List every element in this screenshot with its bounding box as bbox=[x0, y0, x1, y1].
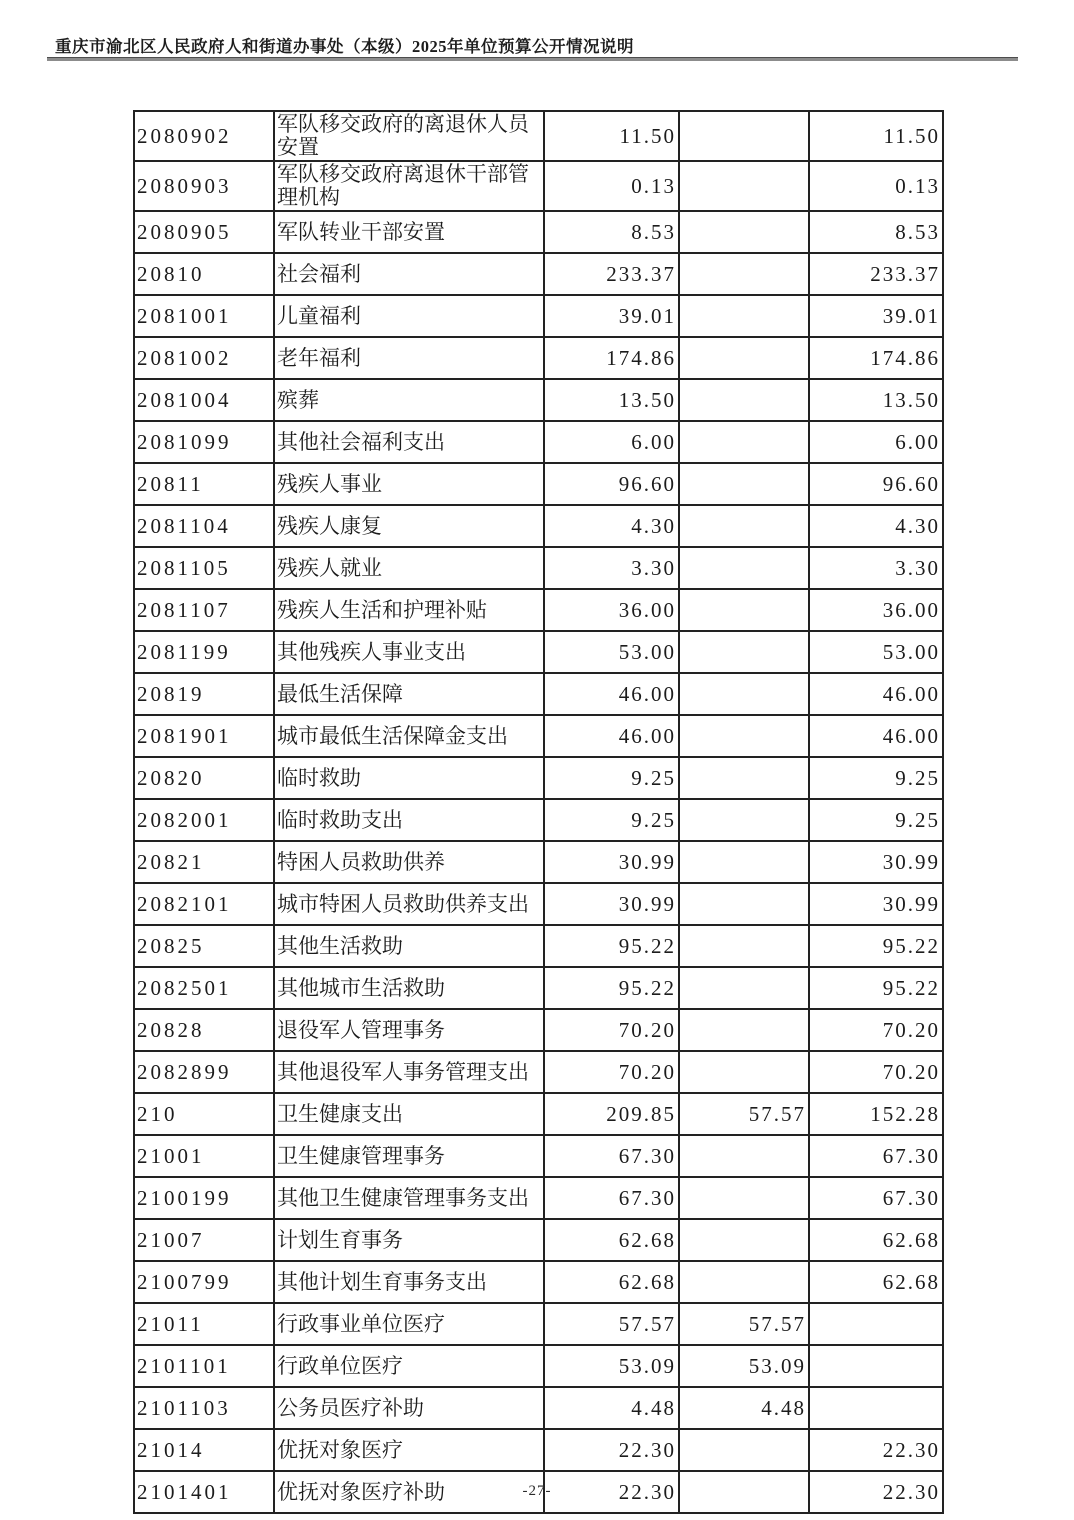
amount-col3-cell: 67.30 bbox=[809, 1135, 943, 1177]
budget-code-cell: 2082101 bbox=[134, 883, 274, 925]
page-number: -27- bbox=[522, 1483, 552, 1499]
budget-item-name-cell: 公务员医疗补助 bbox=[274, 1387, 544, 1429]
budget-item-name-cell: 其他退役军人事务管理支出 bbox=[274, 1051, 544, 1093]
budget-code-cell: 2082001 bbox=[134, 799, 274, 841]
budget-item-name-cell: 其他城市生活救助 bbox=[274, 967, 544, 1009]
amount-total-cell: 8.53 bbox=[544, 211, 679, 253]
amount-total-cell: 233.37 bbox=[544, 253, 679, 295]
amount-col2-cell bbox=[679, 295, 809, 337]
budget-code-cell: 20820 bbox=[134, 757, 274, 799]
budget-code-cell: 2081001 bbox=[134, 295, 274, 337]
amount-total-cell: 57.57 bbox=[544, 1303, 679, 1345]
table-row bbox=[134, 883, 943, 925]
budget-code-cell: 2080903 bbox=[134, 161, 274, 211]
amount-col3-cell bbox=[809, 1387, 943, 1429]
budget-code-cell: 21014 bbox=[134, 1429, 274, 1471]
table-row bbox=[134, 547, 943, 589]
amount-total-cell: 95.22 bbox=[544, 967, 679, 1009]
table-row bbox=[134, 463, 943, 505]
amount-total-cell: 95.22 bbox=[544, 925, 679, 967]
budget-item-name-cell: 其他计划生育事务支出 bbox=[274, 1261, 544, 1303]
amount-col2-cell bbox=[679, 1135, 809, 1177]
amount-total-cell: 4.30 bbox=[544, 505, 679, 547]
amount-total-cell: 13.50 bbox=[544, 379, 679, 421]
amount-col3-cell: 30.99 bbox=[809, 883, 943, 925]
budget-item-name-cell: 残疾人事业 bbox=[274, 463, 544, 505]
budget-item-name-cell: 计划生育事务 bbox=[274, 1219, 544, 1261]
amount-col2-cell bbox=[679, 1429, 809, 1471]
amount-total-cell: 46.00 bbox=[544, 673, 679, 715]
amount-total-cell: 30.99 bbox=[544, 883, 679, 925]
amount-total-cell: 53.00 bbox=[544, 631, 679, 673]
amount-col3-cell: 22.30 bbox=[809, 1471, 943, 1513]
amount-col3-cell: 36.00 bbox=[809, 589, 943, 631]
amount-col2-cell bbox=[679, 673, 809, 715]
amount-col3-cell: 233.37 bbox=[809, 253, 943, 295]
budget-item-name-cell: 其他生活救助 bbox=[274, 925, 544, 967]
table-row bbox=[134, 1009, 943, 1051]
amount-total-cell: 9.25 bbox=[544, 757, 679, 799]
budget-item-name-cell: 行政单位医疗 bbox=[274, 1345, 544, 1387]
budget-item-name-cell: 殡葬 bbox=[274, 379, 544, 421]
budget-code-cell: 2081107 bbox=[134, 589, 274, 631]
table-row bbox=[134, 379, 943, 421]
amount-total-cell: 3.30 bbox=[544, 547, 679, 589]
amount-col2-cell bbox=[679, 421, 809, 463]
budget-code-cell: 2080902 bbox=[134, 111, 274, 161]
table-row bbox=[134, 295, 943, 337]
amount-col3-cell: 8.53 bbox=[809, 211, 943, 253]
budget-item-name-cell: 军队移交政府的离退休人员安置 bbox=[274, 111, 544, 161]
amount-col2-cell bbox=[679, 925, 809, 967]
budget-code-cell: 20810 bbox=[134, 253, 274, 295]
amount-col2-cell: 4.48 bbox=[679, 1387, 809, 1429]
budget-item-name-cell: 特困人员救助供养 bbox=[274, 841, 544, 883]
amount-col2-cell bbox=[679, 589, 809, 631]
amount-col2-cell bbox=[679, 253, 809, 295]
amount-col2-cell bbox=[679, 211, 809, 253]
table-row bbox=[134, 757, 943, 799]
table-row bbox=[134, 161, 943, 211]
budget-item-name-cell: 儿童福利 bbox=[274, 295, 544, 337]
amount-col2-cell bbox=[679, 337, 809, 379]
table-row bbox=[134, 967, 943, 1009]
amount-col2-cell bbox=[679, 841, 809, 883]
table-row bbox=[134, 1219, 943, 1261]
table-row bbox=[134, 925, 943, 967]
amount-total-cell: 70.20 bbox=[544, 1009, 679, 1051]
budget-code-cell: 20819 bbox=[134, 673, 274, 715]
amount-col2-cell: 57.57 bbox=[679, 1093, 809, 1135]
table-row bbox=[134, 589, 943, 631]
budget-code-cell: 210 bbox=[134, 1093, 274, 1135]
table-row bbox=[134, 799, 943, 841]
table-row bbox=[134, 631, 943, 673]
amount-col2-cell: 57.57 bbox=[679, 1303, 809, 1345]
table-row bbox=[134, 1093, 943, 1135]
amount-total-cell: 62.68 bbox=[544, 1219, 679, 1261]
budget-code-cell: 2101101 bbox=[134, 1345, 274, 1387]
table-row bbox=[134, 1135, 943, 1177]
budget-code-cell: 2081199 bbox=[134, 631, 274, 673]
amount-total-cell: 11.50 bbox=[544, 111, 679, 161]
budget-code-cell: 2101103 bbox=[134, 1387, 274, 1429]
table-row bbox=[134, 1051, 943, 1093]
amount-total-cell: 62.68 bbox=[544, 1261, 679, 1303]
amount-col3-cell: 11.50 bbox=[809, 111, 943, 161]
amount-col2-cell bbox=[679, 463, 809, 505]
amount-col3-cell: 4.30 bbox=[809, 505, 943, 547]
budget-item-name-cell: 军队移交政府离退休干部管理机构 bbox=[274, 161, 544, 211]
table-row bbox=[134, 1303, 943, 1345]
table-row bbox=[134, 715, 943, 757]
amount-total-cell: 209.85 bbox=[544, 1093, 679, 1135]
budget-item-name-cell: 城市最低生活保障金支出 bbox=[274, 715, 544, 757]
budget-code-cell: 2082501 bbox=[134, 967, 274, 1009]
budget-item-name-cell: 社会福利 bbox=[274, 253, 544, 295]
amount-col3-cell: 6.00 bbox=[809, 421, 943, 463]
amount-col2-cell bbox=[679, 757, 809, 799]
amount-col3-cell: 62.68 bbox=[809, 1219, 943, 1261]
amount-total-cell: 30.99 bbox=[544, 841, 679, 883]
amount-total-cell: 67.30 bbox=[544, 1135, 679, 1177]
budget-code-cell: 2081004 bbox=[134, 379, 274, 421]
table-row bbox=[134, 1177, 943, 1219]
amount-col2-cell bbox=[679, 1261, 809, 1303]
amount-col3-cell: 39.01 bbox=[809, 295, 943, 337]
table-row bbox=[134, 253, 943, 295]
amount-col3-cell: 67.30 bbox=[809, 1177, 943, 1219]
budget-code-cell: 2081002 bbox=[134, 337, 274, 379]
amount-col3-cell: 96.60 bbox=[809, 463, 943, 505]
amount-col2-cell bbox=[679, 1219, 809, 1261]
amount-col3-cell: 152.28 bbox=[809, 1093, 943, 1135]
budget-table-body bbox=[134, 111, 943, 1513]
amount-col3-cell: 95.22 bbox=[809, 967, 943, 1009]
amount-col2-cell bbox=[679, 883, 809, 925]
budget-item-name-cell: 残疾人康复 bbox=[274, 505, 544, 547]
table-row bbox=[134, 337, 943, 379]
amount-total-cell: 46.00 bbox=[544, 715, 679, 757]
budget-item-name-cell: 其他残疾人事业支出 bbox=[274, 631, 544, 673]
amount-col2-cell bbox=[679, 799, 809, 841]
amount-col2-cell bbox=[679, 715, 809, 757]
amount-col3-cell: 46.00 bbox=[809, 715, 943, 757]
table-row bbox=[134, 1261, 943, 1303]
amount-col3-cell: 13.50 bbox=[809, 379, 943, 421]
budget-code-cell: 21001 bbox=[134, 1135, 274, 1177]
amount-total-cell: 36.00 bbox=[544, 589, 679, 631]
budget-item-name-cell: 临时救助支出 bbox=[274, 799, 544, 841]
amount-col3-cell bbox=[809, 1345, 943, 1387]
amount-col3-cell: 70.20 bbox=[809, 1051, 943, 1093]
table-row bbox=[134, 841, 943, 883]
table-row bbox=[134, 1429, 943, 1471]
budget-code-cell: 2100199 bbox=[134, 1177, 274, 1219]
budget-code-cell: 2081099 bbox=[134, 421, 274, 463]
budget-code-cell: 2081104 bbox=[134, 505, 274, 547]
amount-col2-cell bbox=[679, 1009, 809, 1051]
budget-code-cell: 21011 bbox=[134, 1303, 274, 1345]
budget-code-cell: 2100799 bbox=[134, 1261, 274, 1303]
amount-total-cell: 67.30 bbox=[544, 1177, 679, 1219]
amount-col3-cell: 95.22 bbox=[809, 925, 943, 967]
budget-code-cell: 20821 bbox=[134, 841, 274, 883]
amount-col2-cell bbox=[679, 1051, 809, 1093]
amount-col2-cell bbox=[679, 505, 809, 547]
amount-col3-cell: 174.86 bbox=[809, 337, 943, 379]
budget-code-cell: 20828 bbox=[134, 1009, 274, 1051]
amount-total-cell: 96.60 bbox=[544, 463, 679, 505]
amount-total-cell: 9.25 bbox=[544, 799, 679, 841]
amount-col2-cell bbox=[679, 379, 809, 421]
amount-total-cell: 22.30 bbox=[544, 1429, 679, 1471]
budget-item-name-cell: 军队转业干部安置 bbox=[274, 211, 544, 253]
amount-col3-cell: 30.99 bbox=[809, 841, 943, 883]
budget-item-name-cell: 卫生健康管理事务 bbox=[274, 1135, 544, 1177]
amount-col3-cell: 3.30 bbox=[809, 547, 943, 589]
amount-total-cell: 22.30 bbox=[544, 1471, 679, 1513]
table-row bbox=[134, 505, 943, 547]
amount-total-cell: 0.13 bbox=[544, 161, 679, 211]
budget-item-name-cell: 最低生活保障 bbox=[274, 673, 544, 715]
table-row bbox=[134, 421, 943, 463]
amount-col3-cell: 46.00 bbox=[809, 673, 943, 715]
amount-col3-cell: 53.00 bbox=[809, 631, 943, 673]
amount-total-cell: 4.48 bbox=[544, 1387, 679, 1429]
budget-item-name-cell: 城市特困人员救助供养支出 bbox=[274, 883, 544, 925]
budget-code-cell: 2081901 bbox=[134, 715, 274, 757]
budget-item-name-cell: 优抚对象医疗补助 bbox=[274, 1471, 544, 1513]
amount-total-cell: 39.01 bbox=[544, 295, 679, 337]
budget-item-name-cell: 卫生健康支出 bbox=[274, 1093, 544, 1135]
amount-col3-cell: 62.68 bbox=[809, 1261, 943, 1303]
amount-col3-cell: 0.13 bbox=[809, 161, 943, 211]
budget-code-cell: 2081105 bbox=[134, 547, 274, 589]
budget-item-name-cell: 退役军人管理事务 bbox=[274, 1009, 544, 1051]
budget-code-cell: 2080905 bbox=[134, 211, 274, 253]
amount-col3-cell: 70.20 bbox=[809, 1009, 943, 1051]
budget-code-cell: 2101401 bbox=[134, 1471, 274, 1513]
table-row bbox=[134, 111, 943, 161]
amount-total-cell: 174.86 bbox=[544, 337, 679, 379]
table-row bbox=[134, 1387, 943, 1429]
amount-col2-cell bbox=[679, 111, 809, 161]
table-row bbox=[134, 1345, 943, 1387]
amount-col2-cell bbox=[679, 967, 809, 1009]
budget-code-cell: 2082899 bbox=[134, 1051, 274, 1093]
amount-total-cell: 6.00 bbox=[544, 421, 679, 463]
amount-col3-cell: 9.25 bbox=[809, 799, 943, 841]
amount-total-cell: 53.09 bbox=[544, 1345, 679, 1387]
amount-col2-cell bbox=[679, 631, 809, 673]
budget-item-name-cell: 行政事业单位医疗 bbox=[274, 1303, 544, 1345]
budget-item-name-cell: 临时救助 bbox=[274, 757, 544, 799]
budget-code-cell: 20825 bbox=[134, 925, 274, 967]
page-title: 重庆市渝北区人民政府人和街道办事处（本级）2025年单位预算公开情况说明 bbox=[55, 37, 634, 56]
budget-table bbox=[133, 110, 944, 1514]
budget-code-cell: 20811 bbox=[134, 463, 274, 505]
amount-col2-cell bbox=[679, 547, 809, 589]
budget-item-name-cell: 残疾人生活和护理补贴 bbox=[274, 589, 544, 631]
amount-total-cell: 70.20 bbox=[544, 1051, 679, 1093]
amount-col2-cell bbox=[679, 1177, 809, 1219]
amount-col3-cell: 9.25 bbox=[809, 757, 943, 799]
amount-col2-cell bbox=[679, 161, 809, 211]
budget-item-name-cell: 其他社会福利支出 bbox=[274, 421, 544, 463]
budget-item-name-cell: 老年福利 bbox=[274, 337, 544, 379]
budget-item-name-cell: 优抚对象医疗 bbox=[274, 1429, 544, 1471]
table-row bbox=[134, 673, 943, 715]
header-divider bbox=[47, 57, 1018, 61]
amount-col3-cell bbox=[809, 1303, 943, 1345]
amount-col2-cell: 53.09 bbox=[679, 1345, 809, 1387]
budget-code-cell: 21007 bbox=[134, 1219, 274, 1261]
amount-col3-cell: 22.30 bbox=[809, 1429, 943, 1471]
budget-item-name-cell: 其他卫生健康管理事务支出 bbox=[274, 1177, 544, 1219]
budget-item-name-cell: 残疾人就业 bbox=[274, 547, 544, 589]
table-row bbox=[134, 211, 943, 253]
